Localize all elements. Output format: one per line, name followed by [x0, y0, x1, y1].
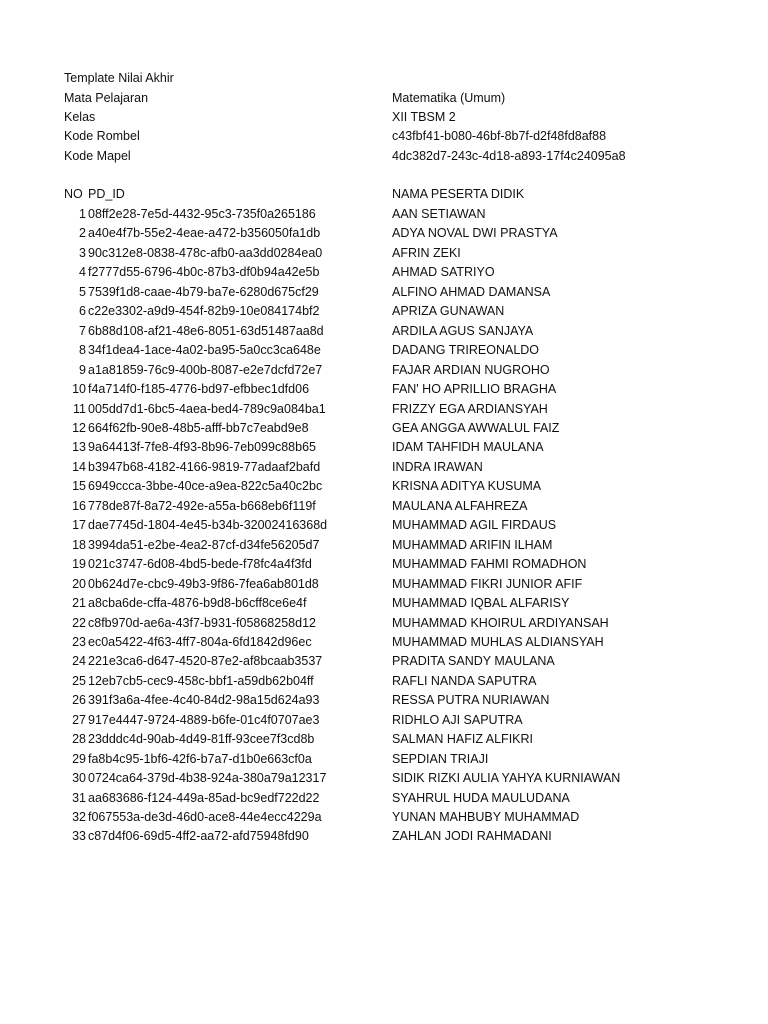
row-number: 29	[72, 751, 86, 766]
table-row	[0, 750, 768, 769]
row-number: 13	[72, 440, 86, 455]
row-student-name: FAJAR ARDIAN NUGROHO	[392, 362, 550, 377]
meta-row-class	[0, 108, 768, 127]
row-pd-id: 0724ca64-379d-4b38-924a-380a79a12317	[88, 771, 327, 785]
row-pd-id: aa683686-f124-449a-85ad-bc9edf722d22	[88, 790, 320, 805]
title-row	[0, 69, 768, 88]
row-number: 1	[79, 207, 86, 221]
row-student-name: RIDHLO AJI SAPUTRA	[392, 712, 523, 727]
row-student-name: ARDILA AGUS SANJAYA	[392, 323, 534, 338]
row-number: 12	[72, 420, 86, 435]
row-number: 11	[73, 401, 86, 416]
table-row	[0, 652, 768, 671]
row-student-name: GEA ANGGA AWWALUL FAIZ	[392, 420, 560, 435]
meta-label: Mata Pelajaran	[64, 91, 149, 105]
meta-row-rombel-code	[0, 127, 768, 146]
table-row	[0, 633, 768, 652]
meta-label: Kode Rombel	[64, 129, 140, 143]
row-pd-id: c22e3302-a9d9-454f-82b9-10e084174bf2	[88, 304, 320, 319]
row-student-name: MUHAMMAD KHOIRUL ARDIYANSAH	[392, 615, 609, 630]
row-student-name: MUHAMMAD IQBAL ALFARISY	[392, 596, 570, 610]
row-number: 7	[79, 323, 86, 338]
row-pd-id: 021c3747-6d08-4bd5-bede-f78fc4a4f3fd	[88, 557, 312, 572]
table-row	[0, 380, 768, 399]
row-number: 23	[72, 634, 86, 649]
row-student-name: AHMAD SATRIYO	[392, 265, 495, 280]
table-row	[0, 497, 768, 516]
row-student-name: MAULANA ALFAHREZA	[392, 498, 528, 513]
row-number: 20	[72, 576, 86, 591]
row-number: 14	[72, 459, 86, 474]
meta-label: Kode Mapel	[64, 149, 131, 163]
row-number: 10	[72, 382, 86, 396]
row-pd-id: 7539f1d8-caae-4b79-ba7e-6280d675cf29	[88, 284, 319, 299]
row-pd-id: a40e4f7b-55e2-4eae-a472-b356050fa1db	[88, 226, 321, 241]
row-pd-id: dae7745d-1804-4e45-b34b-32002416368d	[88, 518, 328, 533]
row-pd-id: fa8b4c95-1bf6-42f6-b7a7-d1b0e663cf0a	[88, 751, 312, 766]
row-student-name: RESSA PUTRA NURIAWAN	[392, 693, 550, 708]
row-pd-id: 664f62fb-90e8-48b5-afff-bb7c7eabd9e8	[88, 420, 309, 435]
row-pd-id: a1a81859-76c9-400b-8087-e2e7dcfd72e7	[88, 362, 323, 377]
row-number: 3	[79, 245, 86, 260]
row-student-name: MUHAMMAD FIKRI JUNIOR AFIF	[392, 576, 583, 591]
row-student-name: SEPDIAN TRIAJI	[392, 751, 489, 766]
row-student-name: IDAM TAHFIDH MAULANA	[392, 440, 544, 455]
row-pd-id: 9a64413f-7fe8-4f93-8b96-7eb099c88b65	[88, 440, 316, 455]
row-student-name: SALMAN HAFIZ ALFIKRI	[392, 732, 534, 747]
row-student-name: AAN SETIAWAN	[392, 207, 486, 221]
row-number: 21	[72, 596, 86, 610]
table-row	[0, 224, 768, 243]
row-pd-id: 6b88d108-af21-48e6-8051-63d51487aa8d	[88, 323, 324, 338]
row-pd-id: c8fb970d-ae6a-43f7-b931-f05868258d12	[88, 615, 316, 630]
meta-row-mapel-code	[0, 147, 768, 166]
table-header	[0, 185, 768, 204]
document-title: Template Nilai Akhir	[64, 71, 174, 85]
row-student-name: APRIZA GUNAWAN	[392, 304, 505, 319]
row-number: 18	[72, 537, 86, 552]
row-number: 6	[79, 304, 86, 319]
row-student-name: MUHAMMAD MUHLAS ALDIANSYAH	[392, 634, 604, 649]
row-pd-id: 391f3a6a-4fee-4c40-84d2-98a15d624a93	[88, 693, 320, 708]
row-student-name: INDRA IRAWAN	[392, 459, 483, 474]
row-number: 33	[72, 829, 86, 844]
row-pd-id: 23dddc4d-90ab-4d49-81ff-93cee7f3cd8b	[88, 732, 315, 747]
row-number: 17	[72, 518, 86, 533]
row-number: 8	[79, 343, 86, 358]
column-header-no: NO	[64, 187, 83, 201]
meta-row-subject	[0, 89, 768, 108]
row-pd-id: a8cba6de-cffa-4876-b9d8-b6cff8ce6e4f	[88, 596, 307, 610]
row-number: 31	[72, 790, 86, 805]
table-row	[0, 458, 768, 477]
row-pd-id: f2777d55-6796-4b0c-87b3-df0b94a42e5b	[88, 265, 320, 280]
table-row	[0, 575, 768, 594]
row-pd-id: 08ff2e28-7e5d-4432-95c3-735f0a265186	[88, 207, 316, 221]
table-row	[0, 341, 768, 360]
table-row	[0, 672, 768, 691]
table-row	[0, 244, 768, 263]
row-number: 19	[72, 557, 86, 572]
row-pd-id: f067553a-de3d-46d0-ace8-44e4ecc4229a	[88, 809, 322, 824]
row-number: 28	[72, 732, 86, 747]
row-pd-id: 34f1dea4-1ace-4a02-ba95-5a0cc3ca648e	[88, 343, 321, 358]
row-number: 27	[72, 712, 86, 727]
row-student-name: MUHAMMAD FAHMI ROMADHON	[392, 557, 587, 572]
row-number: 5	[79, 284, 86, 299]
table-row	[0, 555, 768, 574]
table-row	[0, 438, 768, 457]
table-row	[0, 419, 768, 438]
table-row	[0, 769, 768, 788]
row-number: 26	[72, 693, 86, 708]
row-pd-id: 3994da51-e2be-4ea2-87cf-d34fe56205d7	[88, 537, 320, 552]
row-number: 30	[72, 771, 86, 785]
table-row	[0, 691, 768, 710]
column-header-name: NAMA PESERTA DIDIK	[392, 187, 525, 201]
meta-value: Matematika (Umum)	[392, 91, 506, 105]
row-student-name: MUHAMMAD AGIL FIRDAUS	[392, 518, 557, 533]
table-row	[0, 594, 768, 613]
meta-label: Kelas	[64, 110, 96, 124]
column-header-pd-id: PD_ID	[88, 187, 125, 201]
meta-value: 4dc382d7-243c-4d18-a893-17f4c24095a8	[392, 149, 626, 163]
row-student-name: SIDIK RIZKI AULIA YAHYA KURNIAWAN	[392, 771, 621, 785]
table-row	[0, 711, 768, 730]
row-pd-id: 6949ccca-3bbe-40ce-a9ea-822c5a40c2bc	[88, 479, 323, 494]
row-student-name: KRISNA ADITYA KUSUMA	[392, 479, 542, 494]
table-row	[0, 205, 768, 224]
table-row	[0, 789, 768, 808]
row-student-name: FRIZZY EGA ARDIANSYAH	[392, 401, 548, 416]
row-student-name: FAN' HO APRILLIO BRAGHA	[392, 382, 557, 396]
table-row	[0, 827, 768, 846]
meta-value: c43fbf41-b080-46bf-8b7f-d2f48fd8af88	[392, 129, 607, 143]
table-row	[0, 614, 768, 633]
row-student-name: ADYA NOVAL DWI PRASTYA	[392, 226, 558, 241]
row-student-name: MUHAMMAD ARIFIN ILHAM	[392, 537, 553, 552]
row-number: 9	[79, 362, 86, 377]
row-pd-id: f4a714f0-f185-4776-bd97-efbbec1dfd06	[88, 382, 310, 396]
table-row	[0, 302, 768, 321]
row-number: 4	[79, 265, 86, 280]
row-student-name: YUNAN MAHBUBY MUHAMMAD	[392, 809, 580, 824]
row-pd-id: ec0a5422-4f63-4ff7-804a-6fd1842d96ec	[88, 634, 312, 649]
row-pd-id: 221e3ca6-d647-4520-87e2-af8bcaab3537	[88, 654, 323, 669]
row-student-name: AFRIN ZEKI	[392, 245, 461, 260]
row-student-name: ZAHLAN JODI RAHMADANI	[392, 829, 552, 844]
table-row	[0, 730, 768, 749]
table-row	[0, 516, 768, 535]
row-pd-id: 12eb7cb5-cec9-458c-bbf1-a59db62b04ff	[88, 673, 314, 688]
row-student-name: PRADITA SANDY MAULANA	[392, 654, 555, 669]
row-number: 32	[72, 809, 86, 824]
row-number: 22	[72, 615, 86, 630]
table-row	[0, 283, 768, 302]
meta-value: XII TBSM 2	[392, 110, 456, 124]
row-student-name: SYAHRUL HUDA MAULUDANA	[392, 790, 570, 805]
row-student-name: DADANG TRIREONALDO	[392, 343, 540, 358]
table-row	[0, 263, 768, 282]
row-pd-id: c87d4f06-69d5-4ff2-aa72-afd75948fd90	[88, 829, 309, 844]
row-number: 24	[72, 654, 86, 669]
row-student-name: ALFINO AHMAD DAMANSA	[392, 284, 551, 299]
row-pd-id: 90c312e8-0838-478c-afb0-aa3dd0284ea0	[88, 245, 323, 260]
table-row	[0, 808, 768, 827]
table-row	[0, 536, 768, 555]
table-row	[0, 361, 768, 380]
row-number: 25	[72, 673, 86, 688]
row-student-name: RAFLI NANDA SAPUTRA	[392, 673, 537, 688]
row-number: 15	[72, 479, 86, 494]
row-pd-id: b3947b68-4182-4166-9819-77adaaf2bafd	[88, 459, 321, 474]
row-pd-id: 917e4447-9724-4889-b6fe-01c4f0707ae3	[88, 712, 320, 727]
row-pd-id: 778de87f-8a72-492e-a55a-b668eb6f119f	[88, 498, 316, 513]
row-number: 2	[79, 226, 86, 241]
row-number: 16	[72, 498, 86, 513]
row-pd-id: 005dd7d1-6bc5-4aea-bed4-789c9a084ba1	[88, 401, 326, 416]
table-row	[0, 477, 768, 496]
table-row	[0, 400, 768, 419]
row-pd-id: 0b624d7e-cbc9-49b3-9f86-7fea6ab801d8	[88, 576, 319, 591]
table-row	[0, 322, 768, 341]
